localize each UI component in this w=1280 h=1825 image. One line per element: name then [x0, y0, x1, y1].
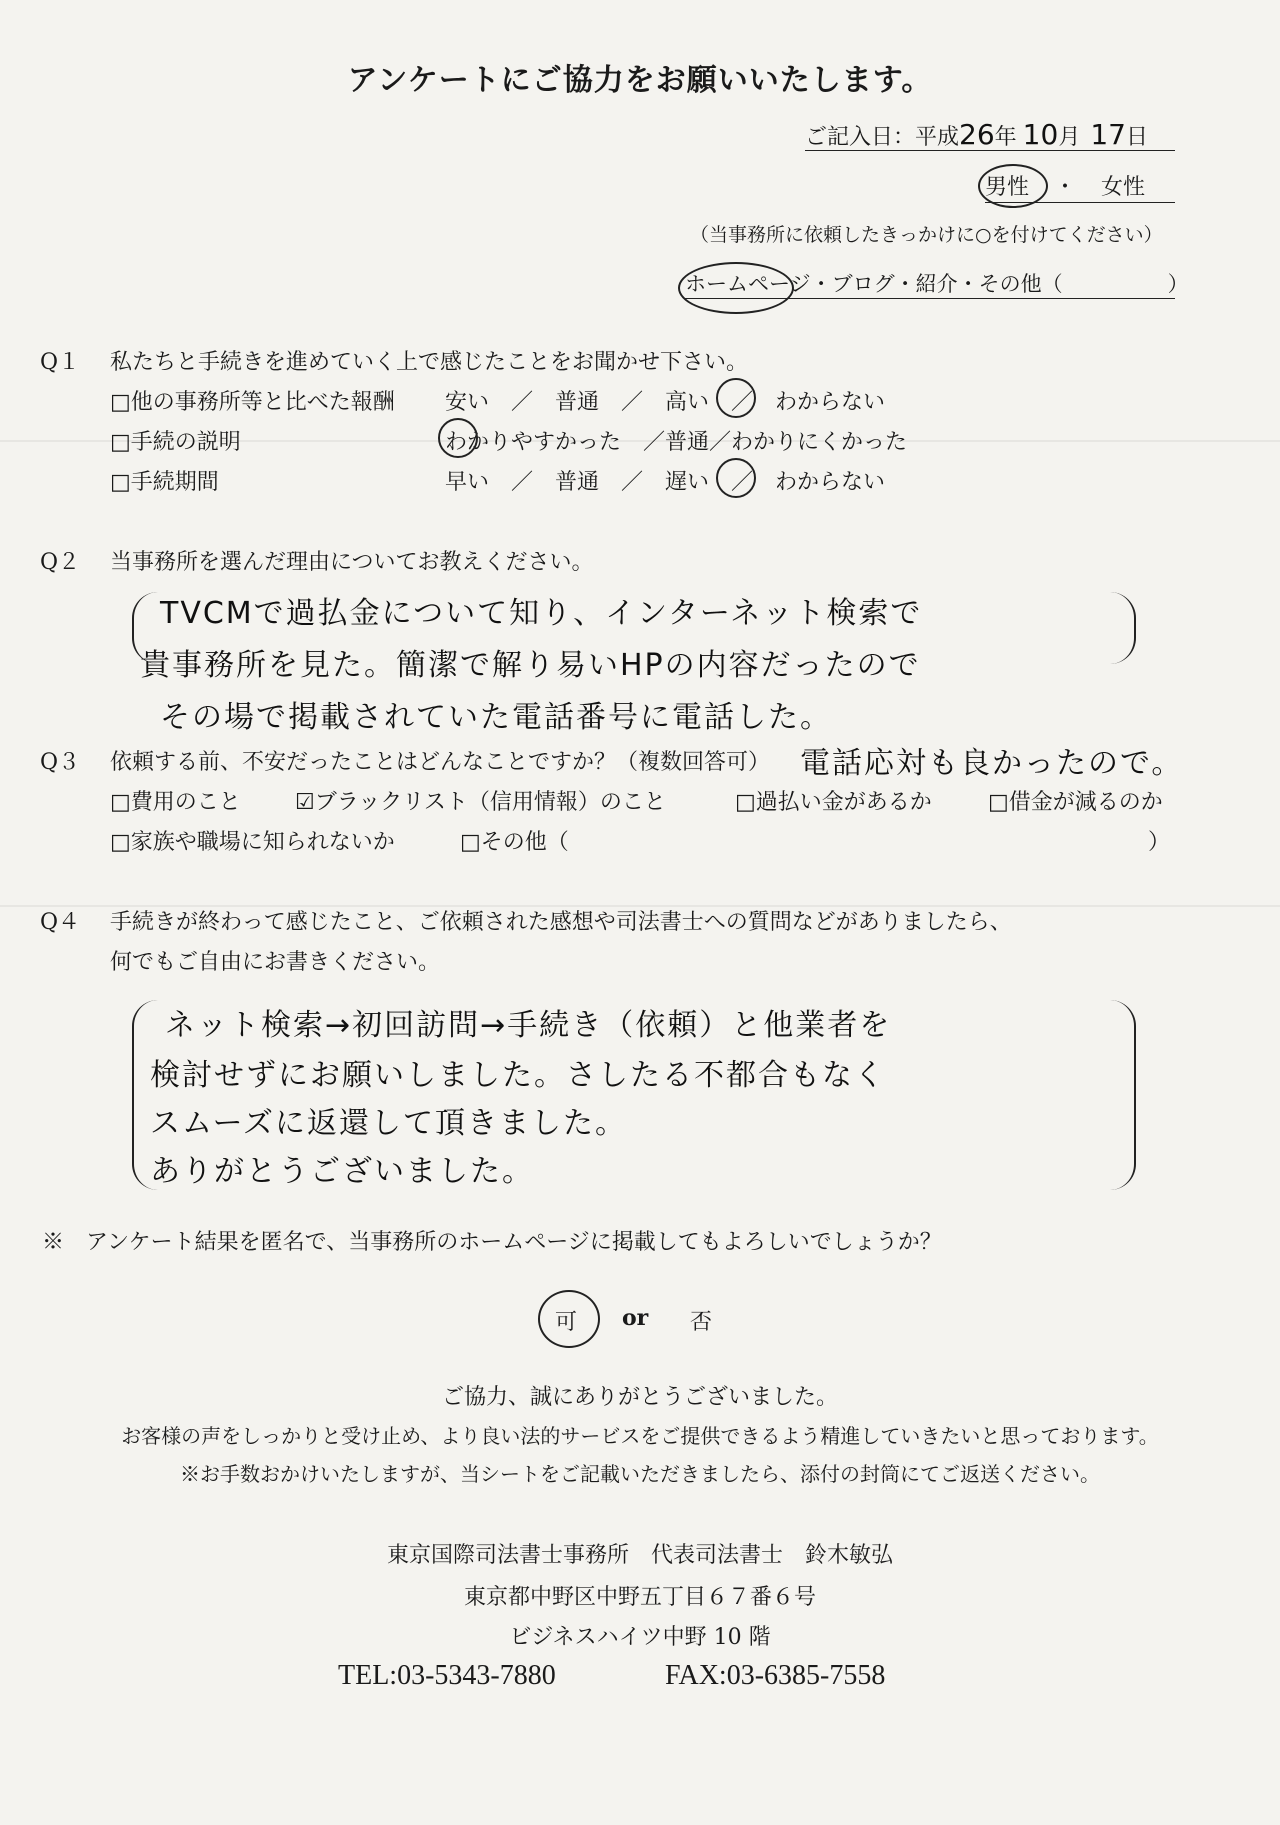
- q1-row-period-options: 早い ／ 普通 ／ 遅い ／ わからない: [445, 470, 886, 495]
- q3-option-overpayment: □過払い金があるか: [735, 790, 932, 815]
- q3-option-cost: □費用のこと: [110, 790, 241, 815]
- office-fax: FAX:03-6385-7558: [665, 1660, 886, 1691]
- office-address-2: ビジネスハイツ中野 10 階: [509, 1625, 771, 1650]
- q4-answer-line-3: スムーズに返還して頂きました。: [150, 1106, 627, 1141]
- date-month-unit: 月: [1058, 125, 1081, 150]
- q4-question-line-2: 何でもご自由にお書きください。: [110, 950, 441, 975]
- q2-answer-extra: 電話応対も良かったので。: [800, 746, 1184, 781]
- office-name: 東京国際司法書士事務所 代表司法書士 鈴木敏弘: [386, 1543, 893, 1568]
- date-year: 26: [959, 118, 995, 151]
- q1-row-fee-options: 安い ／ 普通 ／ 高い ／ わからない: [445, 390, 886, 415]
- consent-or: or: [622, 1305, 649, 1331]
- consent-no: 否: [690, 1310, 713, 1335]
- gender-separator: ・: [1054, 175, 1077, 200]
- q3-option-debt-reduce: □借金が減るのか: [988, 790, 1163, 815]
- closing-thanks: ご協力、誠にありがとうございました。: [441, 1385, 838, 1410]
- q2-number: Q２: [40, 550, 81, 575]
- q2-answer-line-1: TVCMで過払金について知り、インターネット検索で: [160, 596, 923, 631]
- q3-question: 依頼する前、不安だったことはどんなことですか？（複数回答可）: [110, 750, 771, 775]
- q1-row-explanation-label: □手続の説明: [110, 430, 241, 455]
- date-label: ご記入日：平成: [805, 125, 960, 150]
- q4-answer-line-2: 検討せずにお願いしました。さしたる不都合もなく: [150, 1058, 886, 1093]
- q1-number: Q１: [40, 350, 81, 375]
- q3-option-other: □その他（: [460, 830, 569, 855]
- q1-question: 私たちと手続きを進めていく上で感じたことをお聞かせ下さい。: [110, 350, 749, 375]
- q4-question-line-1: 手続きが終わって感じたこと、ご依頼された感想や司法書士への質問などがありましたら、: [110, 910, 1012, 935]
- q1-row-explanation-options: わかりやすかった ／普通／わかりにくかった: [445, 430, 908, 455]
- answer-circle-mark: [978, 164, 1048, 208]
- gender-female: 女性: [1101, 175, 1146, 200]
- date-month: 10: [1022, 118, 1059, 151]
- gender-male: 男性: [985, 175, 1030, 200]
- closing-line-2: お客様の声をしっかりと受け止め、より良い法的サービスをご提供できるよう精進していきたいと思っております。: [121, 1424, 1159, 1448]
- answer-circle-mark: [716, 458, 756, 498]
- answer-circle-mark: [538, 1290, 600, 1348]
- q4-number: Q４: [40, 910, 81, 935]
- q1-row-period-label: □手続期間: [110, 470, 219, 495]
- page-title: アンケートにご協力をお願いいたします。: [347, 63, 933, 98]
- office-tel: TEL:03-5343-7880: [338, 1660, 556, 1691]
- q3-number: Q３: [40, 750, 81, 775]
- q3-option-family: □家族や職場に知られないか: [110, 830, 395, 855]
- answer-circle-mark: [678, 262, 794, 314]
- q4-answer-line-4: ありがとうございました。: [150, 1154, 534, 1189]
- trigger-options: ホームページ・ブログ・紹介・その他（ ）: [685, 268, 1175, 299]
- q2-answer-line-3: その場で掲載されていた電話番号に電話した。: [160, 700, 832, 735]
- consent-question: ※ アンケート結果を匿名で、当事務所のホームページに掲載してもよろしいでしょうか？: [42, 1230, 942, 1255]
- q3-option-blacklist: ☑ブラックリスト（信用情報）のこと: [295, 790, 666, 815]
- trigger-prompt: （当事務所に依頼したきっかけに○を付けてください）: [690, 224, 1163, 246]
- q2-answer-line-2: 貴事務所を見た。簡潔で解り易いHPの内容だったので: [140, 648, 921, 683]
- date-day: 17: [1090, 118, 1126, 151]
- consent-yes: 可: [555, 1310, 578, 1335]
- q3-option-other-close: ）: [1148, 830, 1171, 855]
- answer-circle-mark: [716, 378, 756, 418]
- date-year-unit: 年: [994, 125, 1017, 150]
- answer-circle-mark: [438, 418, 478, 458]
- date-line: [805, 118, 1175, 151]
- q2-question: 当事務所を選んだ理由についてお教えください。: [110, 550, 594, 575]
- q1-row-fee-label: □他の事務所等と比べた報酬: [110, 390, 395, 415]
- office-address-1: 東京都中野区中野五丁目６７番６号: [463, 1585, 816, 1610]
- q4-answer-line-1: ネット検索→初回訪問→手続き（依頼）と他業者を: [165, 1008, 892, 1043]
- date-day-unit: 日: [1125, 125, 1148, 150]
- closing-line-3: ※お手数おかけいたしますが、当シートをご記載いただきましたら、添付の封筒にてご返送ください。: [180, 1462, 1100, 1486]
